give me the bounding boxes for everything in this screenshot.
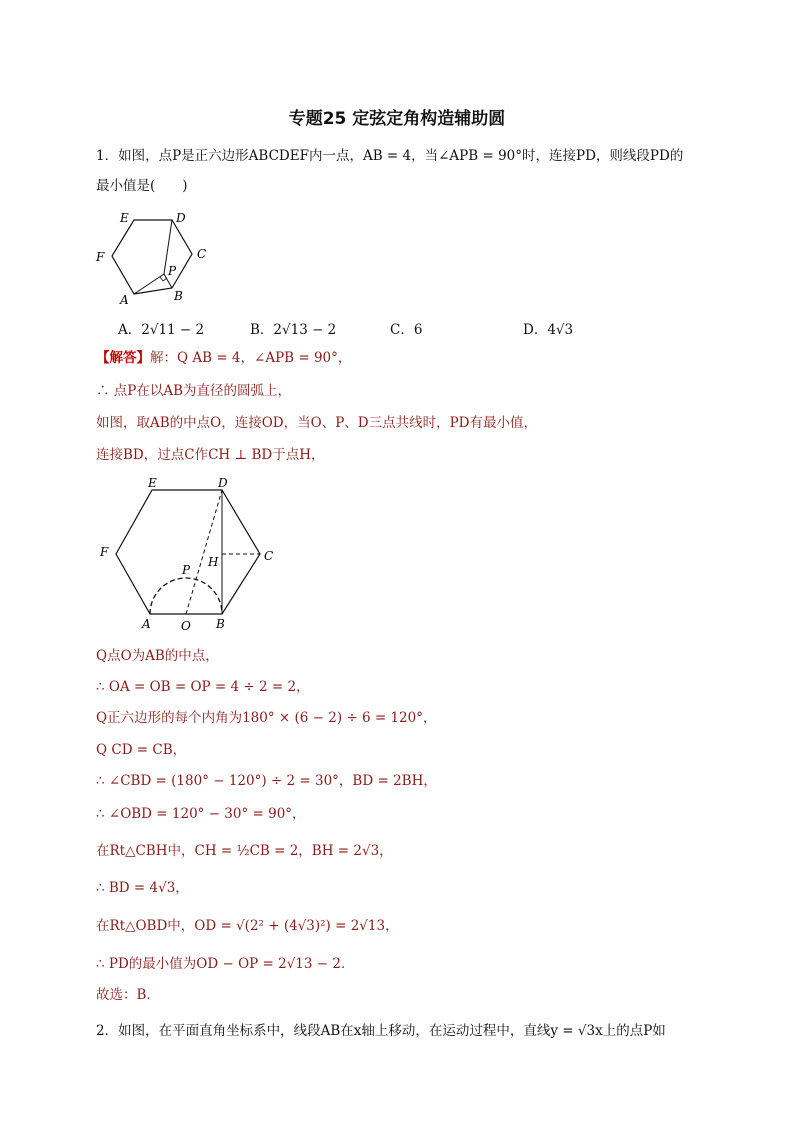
solution-line-9: ∴ ∠CBD = (180° − 120°) ÷ 2 = 30°，BD = 2BH，	[96, 773, 437, 789]
solution-hexagon-figure	[96, 474, 286, 634]
fig2-label-e: E	[148, 476, 157, 490]
option-d: D．4√3	[523, 322, 574, 338]
solution-line-5: Q点O为AB的中点，	[96, 648, 219, 664]
option-a: A．2√11 − 2	[118, 322, 205, 338]
fig1-label-a: A	[120, 293, 129, 306]
fig2-label-p: P	[182, 563, 191, 577]
fig1-label-d: D	[176, 211, 186, 225]
solution-line-6: ∴ OA = OB = OP = 4 ÷ 2 = 2，	[96, 679, 310, 695]
solution-line-15: 故选：B．	[96, 987, 160, 1003]
solution-line-12: ∴ BD = 4√3，	[96, 880, 189, 896]
solution-line-2: ∴ 点P在以AB为直径的圆弧上，	[96, 383, 292, 399]
option-c: C．6	[390, 322, 423, 338]
solution-line-4: 连接BD，过点C作CH ⊥ BD于点H，	[96, 447, 325, 463]
fig1-label-b: B	[174, 289, 183, 303]
fig2-label-o: O	[181, 619, 191, 633]
question-1-hexagon-figure	[94, 206, 214, 306]
fig1-label-f: F	[96, 250, 105, 264]
solution-line-11: 在Rt△CBH中，CH = ½CB = 2，BH = 2√3，	[96, 843, 393, 859]
fig2-label-f: F	[100, 545, 109, 559]
solution-line-1: 【解答】解：Q AB = 4，∠APB = 90°，	[96, 350, 352, 366]
fig1-label-c: C	[197, 247, 207, 261]
question-1-text-line2: 最小值是( )	[96, 178, 188, 194]
solution-tag: 【解答】	[96, 350, 150, 366]
fig1-label-p: P	[168, 264, 177, 278]
question-1-text-line1: 1．如图，点P是正六边形ABCDEF内一点，AB = 4，当∠APB = 90°时，连接PD，则线段PD的	[96, 148, 684, 164]
page-title: 专题25 定弦定角构造辅助圆	[288, 109, 506, 129]
fig2-label-b: B	[216, 617, 225, 631]
solution-line-3: 如图，取AB的中点O，连接OD，当O、P、D三点共线时，PD有最小值，	[96, 415, 538, 431]
fig2-label-d: D	[218, 476, 228, 490]
solution-line-7: Q正六边形的每个内角为180° × (6 − 2) ÷ 6 = 120°，	[96, 710, 437, 726]
fig2-label-h: H	[208, 555, 219, 569]
fig1-label-e: E	[120, 211, 129, 225]
solution-line-8: Q CD = CB，	[96, 742, 187, 758]
fig2-label-c: C	[264, 549, 274, 563]
solution-line-13: 在Rt△OBD中，OD = √(2² + (4√3)²) = 2√13，	[96, 918, 399, 934]
option-b: B．2√13 − 2	[250, 322, 337, 338]
solution-line-14: ∴ PD的最小值为OD − OP = 2√13 − 2．	[96, 956, 355, 972]
question-2-text-line1: 2．如图，在平面直角坐标系中，线段AB在x轴上移动，在运动过程中，直线y = √3x上的点P如	[96, 1023, 666, 1039]
solution-line-10: ∴ ∠OBD = 120° − 30° = 90°，	[96, 806, 306, 822]
fig2-label-a: A	[142, 617, 151, 631]
